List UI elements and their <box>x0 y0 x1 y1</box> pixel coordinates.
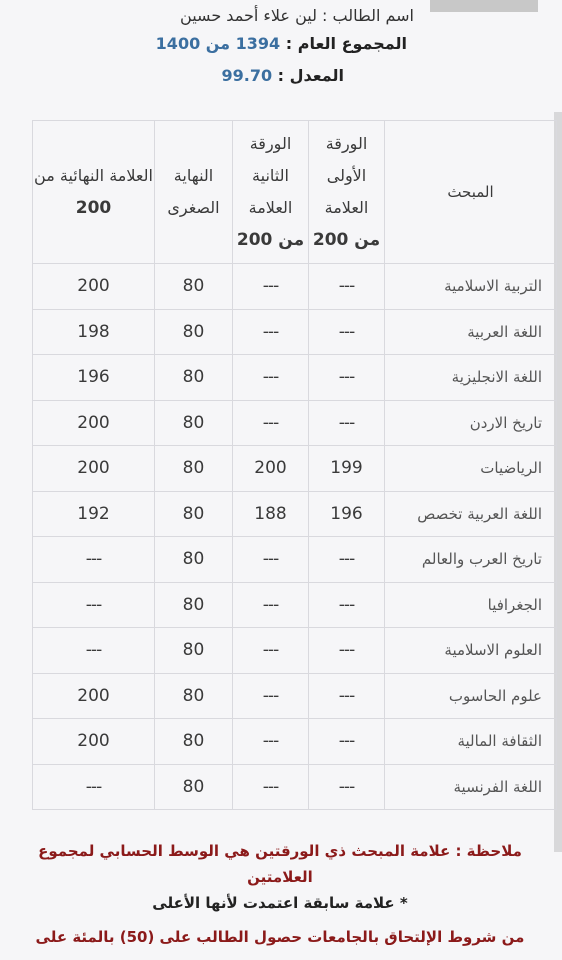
paper2-cell: --- <box>233 582 309 628</box>
header-subject: المبحث <box>385 121 557 264</box>
table-row <box>33 400 557 446</box>
paper1-cell: --- <box>309 764 385 810</box>
paper1-cell: --- <box>309 719 385 765</box>
final-mark-cell: 200 <box>33 400 155 446</box>
min-pass-cell: 80 <box>155 628 233 674</box>
table-row <box>33 264 557 310</box>
table-row <box>33 491 557 537</box>
paper1-cell: 196 <box>309 491 385 537</box>
final-mark-cell: --- <box>33 582 155 628</box>
table-row <box>33 719 557 765</box>
header-paper1-label: الورقة الأولى العلامة <box>324 134 369 217</box>
paper1-cell: --- <box>309 582 385 628</box>
table-row <box>33 673 557 719</box>
paper2-cell: --- <box>233 764 309 810</box>
total-of: من 1400 <box>155 34 231 53</box>
final-mark-cell: 198 <box>33 309 155 355</box>
grades-body <box>33 264 557 810</box>
subject-cell: الجغرافيا <box>385 582 557 628</box>
grades-table <box>32 120 557 810</box>
table-row <box>33 446 557 492</box>
note-university: من شروط الإلتحاق بالجامعات حصول الطالب على (50) بالمئة على <box>35 928 525 946</box>
paper2-cell: --- <box>233 400 309 446</box>
average-value: 99.70 <box>221 66 273 85</box>
min-pass-cell: 80 <box>155 400 233 446</box>
header-paper1-of: من 200 <box>312 230 381 250</box>
header-paper1 <box>309 121 385 264</box>
subject-cell: اللغة العربية تخصص <box>385 491 557 537</box>
average-line <box>221 66 344 85</box>
subject-cell: التربية الاسلامية <box>385 264 557 310</box>
table-row <box>33 582 557 628</box>
subject-cell: اللغة العربية <box>385 309 557 355</box>
total-value: 1394 <box>235 34 281 53</box>
paper1-cell: --- <box>309 628 385 674</box>
final-mark-cell: 192 <box>33 491 155 537</box>
subject-cell: تاريخ العرب والعالم <box>385 537 557 583</box>
header-final-of: 200 <box>75 198 112 218</box>
average-label: المعدل : <box>277 66 344 85</box>
table-row <box>33 764 557 810</box>
min-pass-cell: 80 <box>155 355 233 401</box>
table-header-row <box>33 121 557 264</box>
min-pass-cell: 80 <box>155 673 233 719</box>
total-line <box>156 34 407 53</box>
paper2-cell: --- <box>233 628 309 674</box>
paper1-cell: --- <box>309 673 385 719</box>
subject-cell: الثقافة المالية <box>385 719 557 765</box>
header-final <box>33 121 155 264</box>
total-label: المجموع العام : <box>285 34 407 53</box>
header-paper2-label: الورقة الثانية العلامة <box>248 134 293 217</box>
table-row <box>33 628 557 674</box>
final-mark-cell: 200 <box>33 673 155 719</box>
subject-cell: اللغة الفرنسية <box>385 764 557 810</box>
paper1-cell: --- <box>309 264 385 310</box>
paper1-cell: --- <box>309 355 385 401</box>
header-final-label: العلامة النهائية من <box>34 166 153 185</box>
subject-cell: الرياضيات <box>385 446 557 492</box>
note-previous-mark: * علامة سابقة اعتمدت لأنها الأعلى <box>152 894 408 912</box>
final-mark-cell: 200 <box>33 446 155 492</box>
paper1-cell: --- <box>309 309 385 355</box>
final-mark-cell: 196 <box>33 355 155 401</box>
min-pass-cell: 80 <box>155 582 233 628</box>
paper1-cell: 199 <box>309 446 385 492</box>
table-row <box>33 309 557 355</box>
note-average: ملاحظة : علامة المبحث ذي الورقتين هي الوسط الحسابي لمجموع العلامتين <box>38 842 522 886</box>
final-mark-cell: --- <box>33 628 155 674</box>
paper1-cell: --- <box>309 400 385 446</box>
min-pass-cell: 80 <box>155 719 233 765</box>
table-row <box>33 537 557 583</box>
final-mark-cell: --- <box>33 537 155 583</box>
subject-cell: اللغة الانجليزية <box>385 355 557 401</box>
final-mark-cell: 200 <box>33 264 155 310</box>
top-edge-bar <box>430 0 538 12</box>
final-mark-cell: --- <box>33 764 155 810</box>
paper2-cell: --- <box>233 537 309 583</box>
subject-cell: علوم الحاسوب <box>385 673 557 719</box>
min-pass-cell: 80 <box>155 264 233 310</box>
paper2-cell: --- <box>233 673 309 719</box>
min-pass-cell: 80 <box>155 309 233 355</box>
paper2-cell: 200 <box>233 446 309 492</box>
paper2-cell: 188 <box>233 491 309 537</box>
header-paper2-of: من 200 <box>236 230 305 250</box>
subject-cell: العلوم الاسلامية <box>385 628 557 674</box>
paper2-cell: --- <box>233 264 309 310</box>
paper2-cell: --- <box>233 355 309 401</box>
final-mark-cell: 200 <box>33 719 155 765</box>
subject-cell: تاريخ الاردن <box>385 400 557 446</box>
min-pass-cell: 80 <box>155 764 233 810</box>
paper2-cell: --- <box>233 719 309 765</box>
header-paper2 <box>233 121 309 264</box>
min-pass-cell: 80 <box>155 537 233 583</box>
paper2-cell: --- <box>233 309 309 355</box>
min-pass-cell: 80 <box>155 491 233 537</box>
table-row <box>33 355 557 401</box>
header-min-pass: النهاية الصغرى <box>155 121 233 264</box>
student-name: اسم الطالب : لين علاء أحمد حسين <box>180 6 414 25</box>
paper1-cell: --- <box>309 537 385 583</box>
min-pass-cell: 80 <box>155 446 233 492</box>
